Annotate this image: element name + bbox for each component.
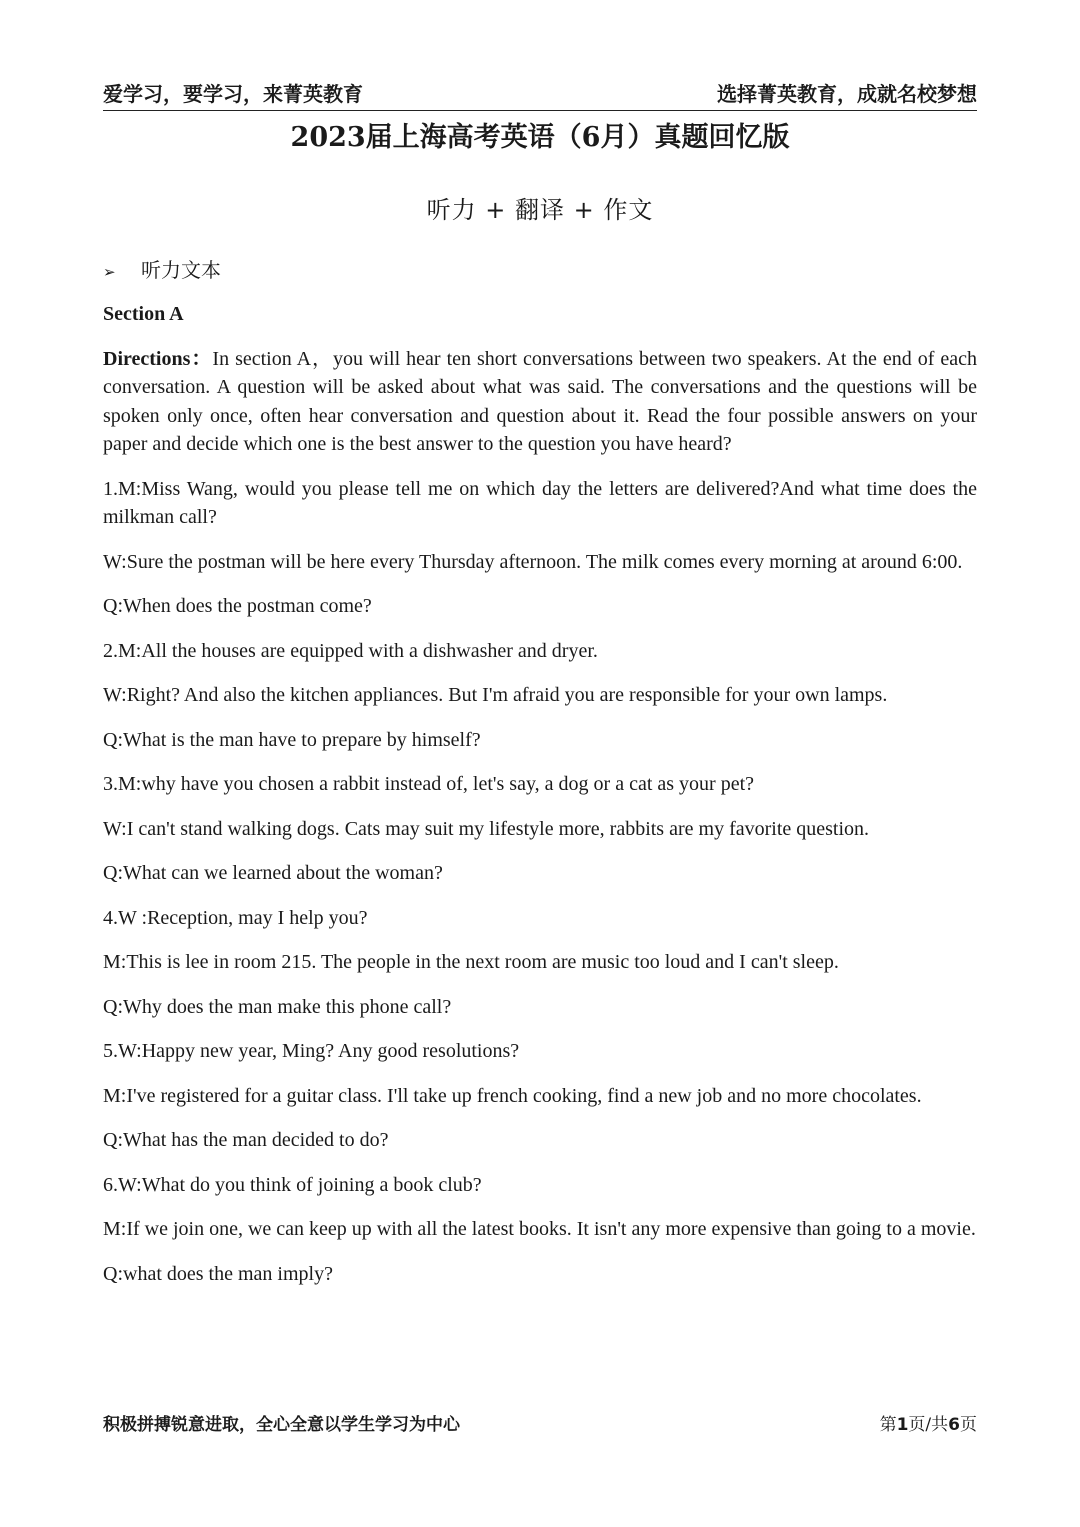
page-mid: 页/共 bbox=[908, 1415, 949, 1435]
header-left-slogan: 爱学习，要学习，来菁英教育 bbox=[103, 82, 363, 106]
dialogue-line: 3.M:why have you chosen a rabbit instead of, let's say, a dog or a cat as your pet? bbox=[103, 773, 755, 795]
dialogue-line: W:Sure the postman will be here every Thursday afternoon. The milk comes every morning at around 6:00. bbox=[103, 550, 963, 573]
directions-text: In section A，you will hear ten short conversations between two speakers. At the end of each conversation. A question will be asked about what was said. The conversations and the questions will be spoken only once, often hear conversation and question about it. Read the four possible answers on your paper and decide which one is the best answer to the question you have heard? bbox=[103, 347, 977, 455]
page-header bbox=[103, 80, 977, 111]
dialogue-line: Q:What has the man decided to do? bbox=[103, 1129, 389, 1151]
page-number bbox=[880, 1412, 977, 1438]
page-suffix: 页 bbox=[960, 1415, 977, 1435]
dialogue-line: M:This is lee in room 215. The people in the next room are music too loud and I can't sleep. bbox=[103, 951, 839, 973]
dialogue-line: W:Right? And also the kitchen appliances. But I'm afraid you are responsible for your own lamps. bbox=[103, 684, 888, 706]
document-subtitle: 听力 + 翻译 + 作文 bbox=[426, 196, 654, 224]
dialogue-line: M:I've registered for a guitar class. I'll take up french cooking, find a new job and no more chocolates. bbox=[103, 1084, 922, 1107]
page-prefix: 第 bbox=[879, 1415, 897, 1435]
dialogue-line: 6.W:What do you think of joining a book club? bbox=[103, 1173, 482, 1196]
page-total: 6 bbox=[948, 1415, 960, 1435]
document-title: 2023届上海高考英语（6月）真题回忆版 bbox=[290, 122, 790, 153]
dialogue-line: 4.W :Reception, may I help you? bbox=[103, 906, 368, 929]
dialogue-line: Q:What can we learned about the woman? bbox=[103, 862, 443, 884]
section-heading: Section A bbox=[103, 303, 184, 325]
dialogue-line: Q:What is the man have to prepare by himself? bbox=[103, 728, 481, 751]
directions-label: Directions： bbox=[103, 347, 213, 370]
dialogue-line: 2.M:All the houses are equipped with a dishwasher and dryer. bbox=[103, 639, 598, 662]
document-body bbox=[103, 300, 977, 1304]
dialogue-line: M:If we join one, we can keep up with all the latest books. It isn't any more expensive than going to a movie. bbox=[103, 1218, 976, 1240]
dialogue-line: Q:Why does the man make this phone call? bbox=[103, 995, 452, 1018]
dialogue-line: Q:what does the man imply? bbox=[103, 1262, 333, 1285]
bullet-text: 听力文本 bbox=[141, 258, 221, 282]
section-bullet bbox=[103, 255, 221, 287]
header-right-slogan: 选择菁英教育，成就名校梦想 bbox=[717, 82, 977, 106]
page-footer bbox=[103, 1412, 977, 1440]
dialogue-line: W:I can't stand walking dogs. Cats may suit my lifestyle more, rabbits are my favorite question. bbox=[103, 817, 870, 840]
page-current: 1 bbox=[896, 1415, 909, 1435]
dialogue-line: 5.W:Happy new year, Ming? Any good resolutions? bbox=[103, 1040, 520, 1062]
dialogue-line: Q:When does the postman come? bbox=[103, 595, 372, 617]
directions-paragraph bbox=[103, 345, 977, 459]
footer-slogan: 积极拼搏锐意进取，全心全意以学生学习为中心 bbox=[103, 1415, 460, 1435]
arrow-bullet-icon: ➢ bbox=[103, 263, 116, 281]
dialogue-line: 1.M:Miss Wang, would you please tell me on which day the letters are delivered?And what time does the milkman call? bbox=[103, 477, 977, 528]
